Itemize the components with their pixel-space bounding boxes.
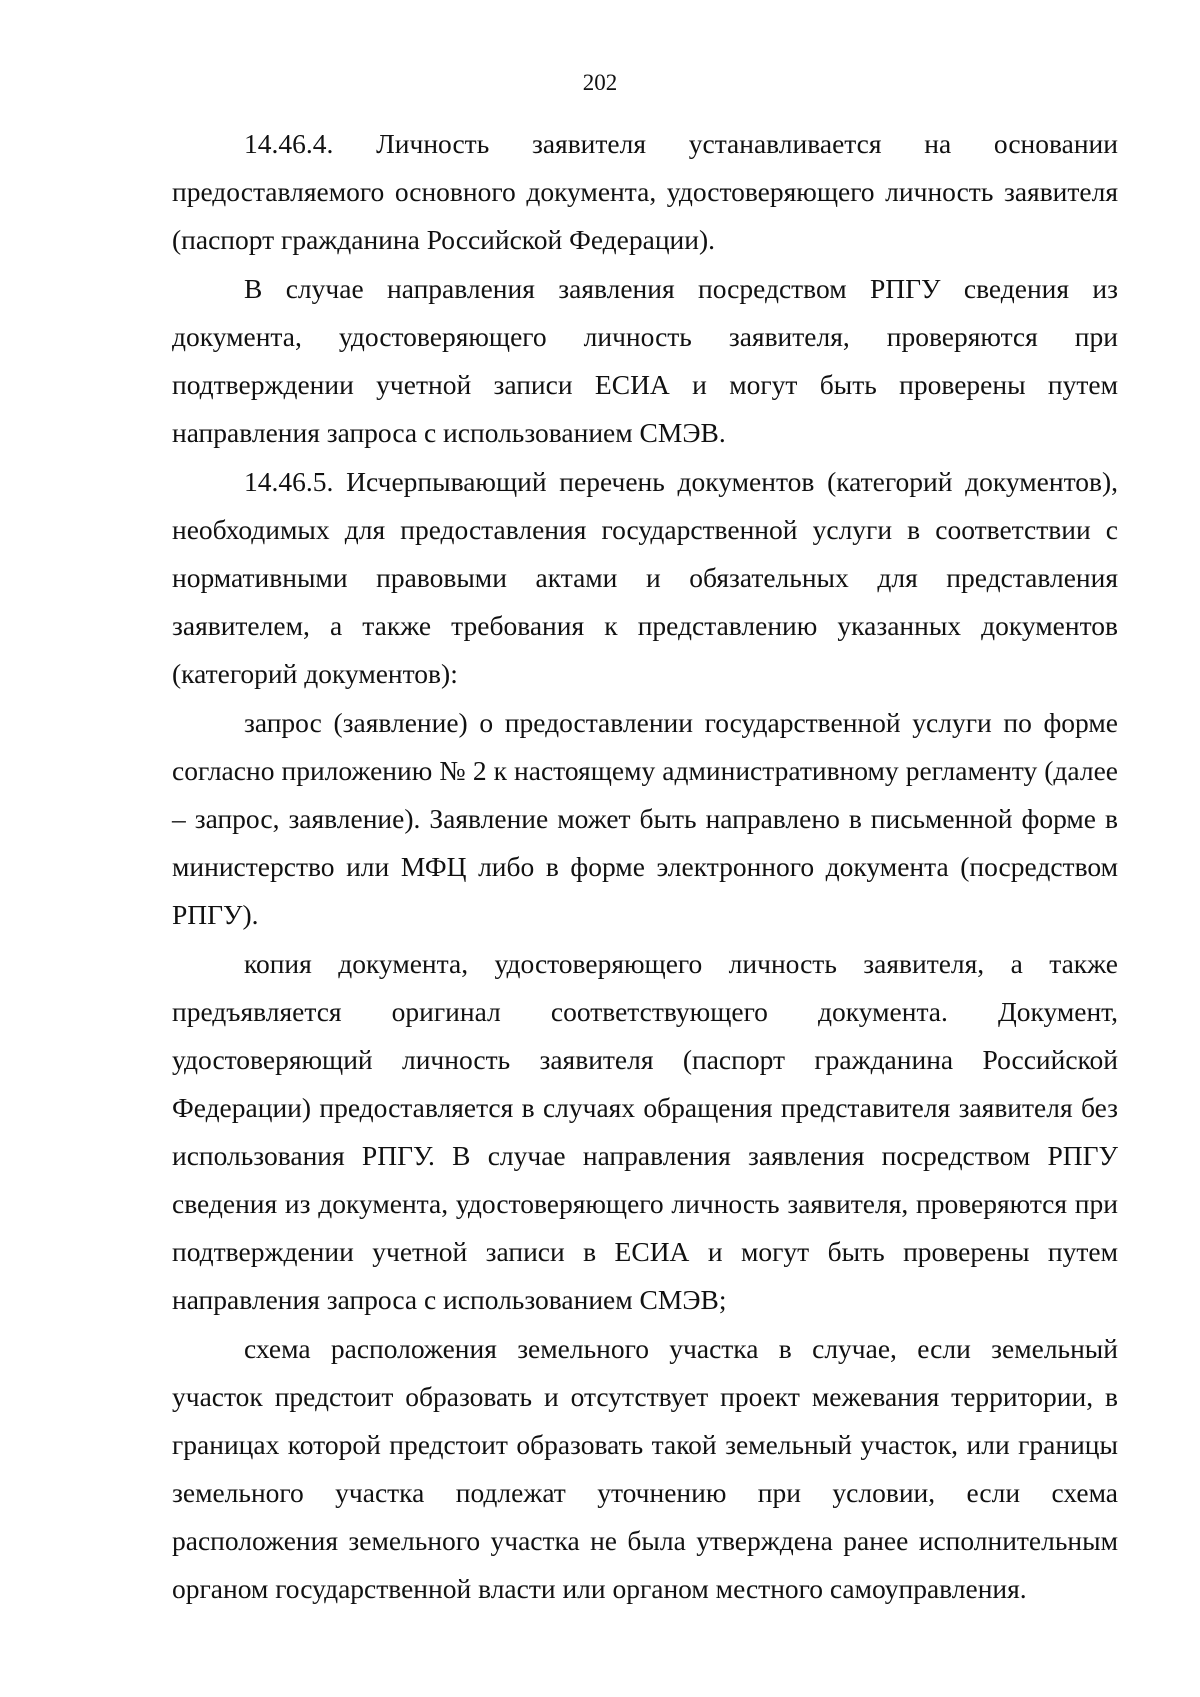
page-body [172, 120, 1118, 1614]
paragraph-14-46-4: 14.46.4. Личность заявителя устанавливается на основании предоставляемого основного документа, удостоверяющего личность заявителя (паспорт гражданина Российской Федерации). [172, 128, 1118, 255]
paragraph-14-46-5: 14.46.5. Исчерпывающий перечень документов (категорий документов), необходимых для предоставления государственной услуги в соответствии с нормативными правовыми актами и обязательных для представления заявителем, а также требования к представлению указанных документов (категорий документов): [172, 466, 1118, 689]
paragraph-identity-document-copy: копия документа, удостоверяющего личность заявителя, а также предъявляется оригинал соответствующего документа. Документ, удостоверяющий личность заявителя (паспорт гражданина Российской Федерации) предоставляется в случаях обращения представителя заявителя без использования РПГУ. В случае направления заявления посредством РПГУ сведения из документа, удостоверяющего личность заявителя, проверяются при подтверждении учетной записи в ЕСИА и могут быть проверены путем направления запроса с использованием СМЭВ; [172, 948, 1118, 1315]
paragraph-land-plot-scheme: схема расположения земельного участка в случае, если земельный участок предстоит образовать и отсутствует проект межевания территории, в границах которой предстоит образовать такой земельный участок, или границы земельного участка подлежат уточнению при условии, если схема расположения земельного участка не была утверждена ранее исполнительным органом государственной власти или органом местного самоуправления. [172, 1333, 1118, 1604]
paragraph-rpgu-identity-check: В случае направления заявления посредством РПГУ сведения из документа, удостоверяющего личность заявителя, проверяются при подтверждении учетной записи ЕСИА и могут быть проверены путем направления запроса с использованием СМЭВ. [172, 273, 1118, 448]
paragraph-application-request: запрос (заявление) о предоставлении государственной услуги по форме согласно приложению № 2 к настоящему административному регламенту (далее – запрос, заявление). Заявление может быть направлено в письменной форме в министерство или МФЦ либо в форме электронного документа (посредством РПГУ). [172, 707, 1118, 930]
page-number: 202 [582, 70, 618, 95]
